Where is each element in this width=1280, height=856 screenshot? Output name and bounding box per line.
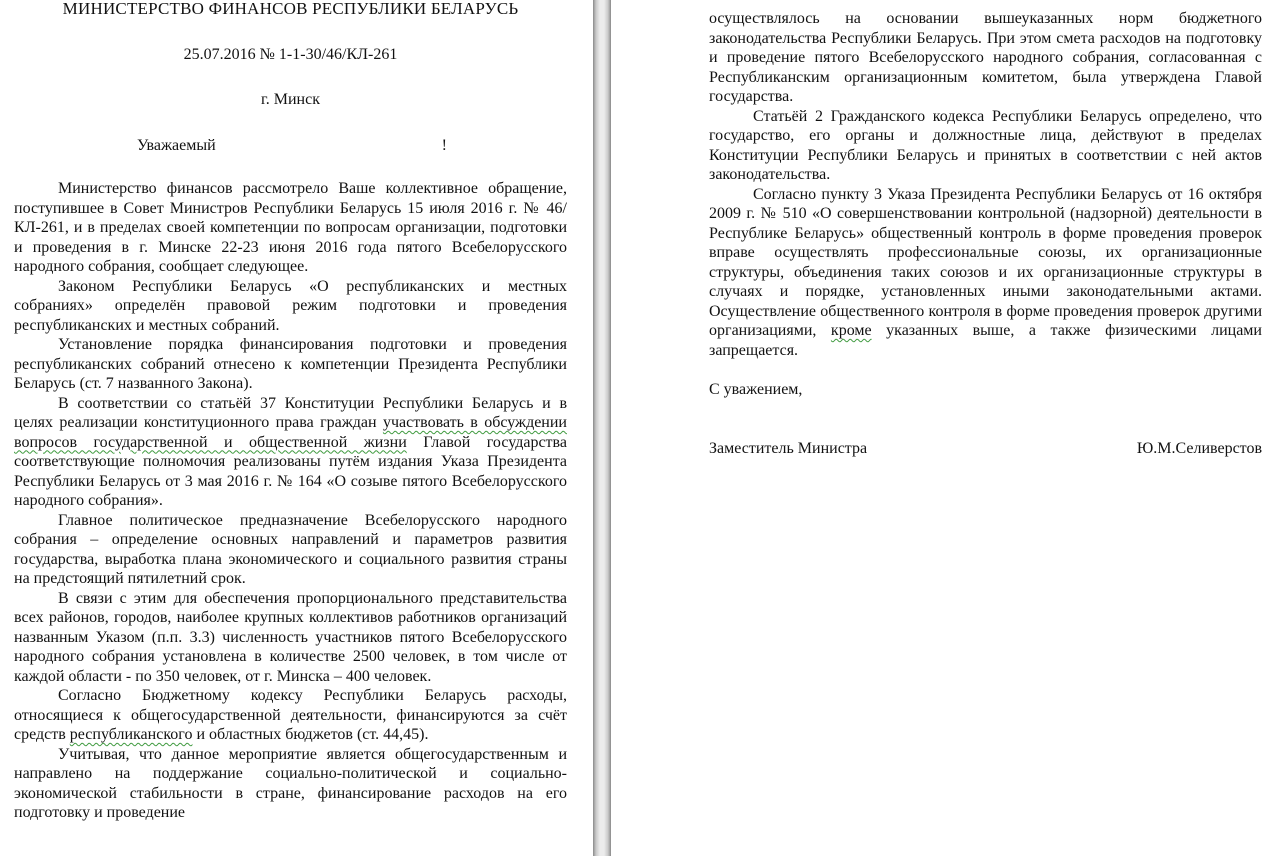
text-segment: Главное политическое предназначение Всебелорусского народного собрания – определение основных направлений и параметров развития государства, выработка плана экономического и социального развития страны на предстоящий пятилетний срок. <box>14 511 567 587</box>
paragraph <box>14 179 567 277</box>
signature-position: Заместитель Министра <box>709 439 868 457</box>
document-page-left <box>0 0 593 856</box>
text-segment: Министерство финансов рассмотрело Ваше коллективное обращение, поступившее в Совет Министров Республики Беларусь 15 июля 2016 г. № 46/КЛ-261, и в пределах своей компетенции по вопросам организации, подготовки и проведения в г. Минске 22-23 июня 2016 года пятого Всебелорусского народного собрания, сообщает следующее. <box>14 180 567 275</box>
paragraph <box>14 335 567 394</box>
spellcheck-segment: участвовать в обсуждении вопросов государственной и общественной жизни <box>14 414 567 451</box>
text-segment: указанных выше, а также физическими лицами запрещается. <box>709 322 1262 359</box>
paragraph <box>14 277 567 336</box>
letter-body-right <box>709 9 1262 360</box>
salutation <box>137 136 447 156</box>
text-segment: Согласно пункту 3 Указа Президента Республики Беларусь от 16 октября 2009 г. № 510 «О совершенствовании контрольной (надзорной) деятельности в Республике Беларусь» общественный контроль в форме проведения проверок вправе осуществлять профессиональные союзы, их организационные структуры, объединения таких союзов и их организационные структуры в случаях и порядке, установленных иными законодательными актами. Осуществление общественного контроля в форме проведения проверок другими организациями, <box>709 185 1262 339</box>
text-segment: Учитывая, что данное мероприятие является общегосударственным и направлено на поддержание социально-политической и социально-экономической стабильности в стране, финансирование расходов на его подготовку и проведение <box>14 745 567 821</box>
paragraph <box>14 511 567 589</box>
text-segment: В связи с этим для обеспечения пропорционального представительства всех районов, городов, наиболее крупных коллективов работников организаций названным Указом (п.п. 3.3) численность участников пятого Всебелорусского народного собрания установлена в количестве 2500 человек, в том числе от каждой области - по 350 человек, от г. Минска – 400 человек. <box>14 589 567 685</box>
paragraph <box>14 589 567 687</box>
text-segment: В соответствии со статьёй 37 Конституции Республики Беларусь и в целях реализации конституционного права граждан <box>14 394 567 431</box>
text-segment: Установление порядка финансирования подготовки и проведения республиканских собраний отнесено к компетенции Президента Республики Беларусь (ст. 7 названного Закона). <box>14 336 567 392</box>
paragraph <box>14 686 567 745</box>
letter-body-left <box>14 179 567 823</box>
text-segment: Статьёй 2 Гражданского кодекса Республики Беларусь определено, что государство, его органы и должностные лица, действуют в пределах Конституции Республики Беларусь и принятых в соответствии с ней актов законодательства. <box>709 107 1262 183</box>
closing-line: С уважением, <box>709 381 803 398</box>
text-segment: осуществлялось на основании вышеуказанных норм бюджетного законодательства Республики Беларусь. При этом смета расходов на подготовку и проведение пятого Всебелорусского народного собрания, согласованная с Республиканским организационным комитетом, была утверждена Главой государства. <box>709 10 1262 105</box>
city-line: г. Минск <box>261 91 320 108</box>
spellcheck-segment: республиканского <box>69 726 193 743</box>
salutation-text: Уважаемый <box>137 136 216 154</box>
paragraph <box>709 107 1262 185</box>
text-segment: Законом Республики Беларусь «О республиканских и местных собраниях» определён правовой режим подготовки и проведения республиканских и местных собраний. <box>14 277 567 334</box>
paragraph <box>14 745 567 823</box>
paragraph <box>709 185 1262 361</box>
text-segment: и областных бюджетов (ст. 44,45). <box>192 726 429 743</box>
document-page-right <box>611 0 1280 856</box>
left-column <box>14 0 567 823</box>
spellcheck-segment: кроме <box>830 322 872 339</box>
paragraph <box>709 9 1262 107</box>
text-segment: Главой государства соответствующие полномочия реализованы путём издания Указа Президента Республики Беларусь от 3 мая 2016 г. № 164 «О созыве пятого Всебелорусского народного собрания». <box>14 433 567 509</box>
paragraph <box>14 394 567 511</box>
salutation-mark: ! <box>441 136 447 154</box>
reference-number: 25.07.2016 № 1-1-30/46/КЛ-261 <box>183 45 398 63</box>
signature-name: Ю.М.Селиверстов <box>1136 439 1262 457</box>
ministry-header: МИНИСТЕРСТВО ФИНАНСОВ РЕСПУБЛИКИ БЕЛАРУСЬ <box>62 0 519 18</box>
page-gutter <box>593 0 611 856</box>
right-column <box>709 9 1262 458</box>
text-segment: Согласно Бюджетному кодексу Республики Беларусь расходы, относящиеся к общегосударственной деятельности, финансируются за счёт средств <box>14 687 567 743</box>
signature-block <box>709 439 1262 459</box>
